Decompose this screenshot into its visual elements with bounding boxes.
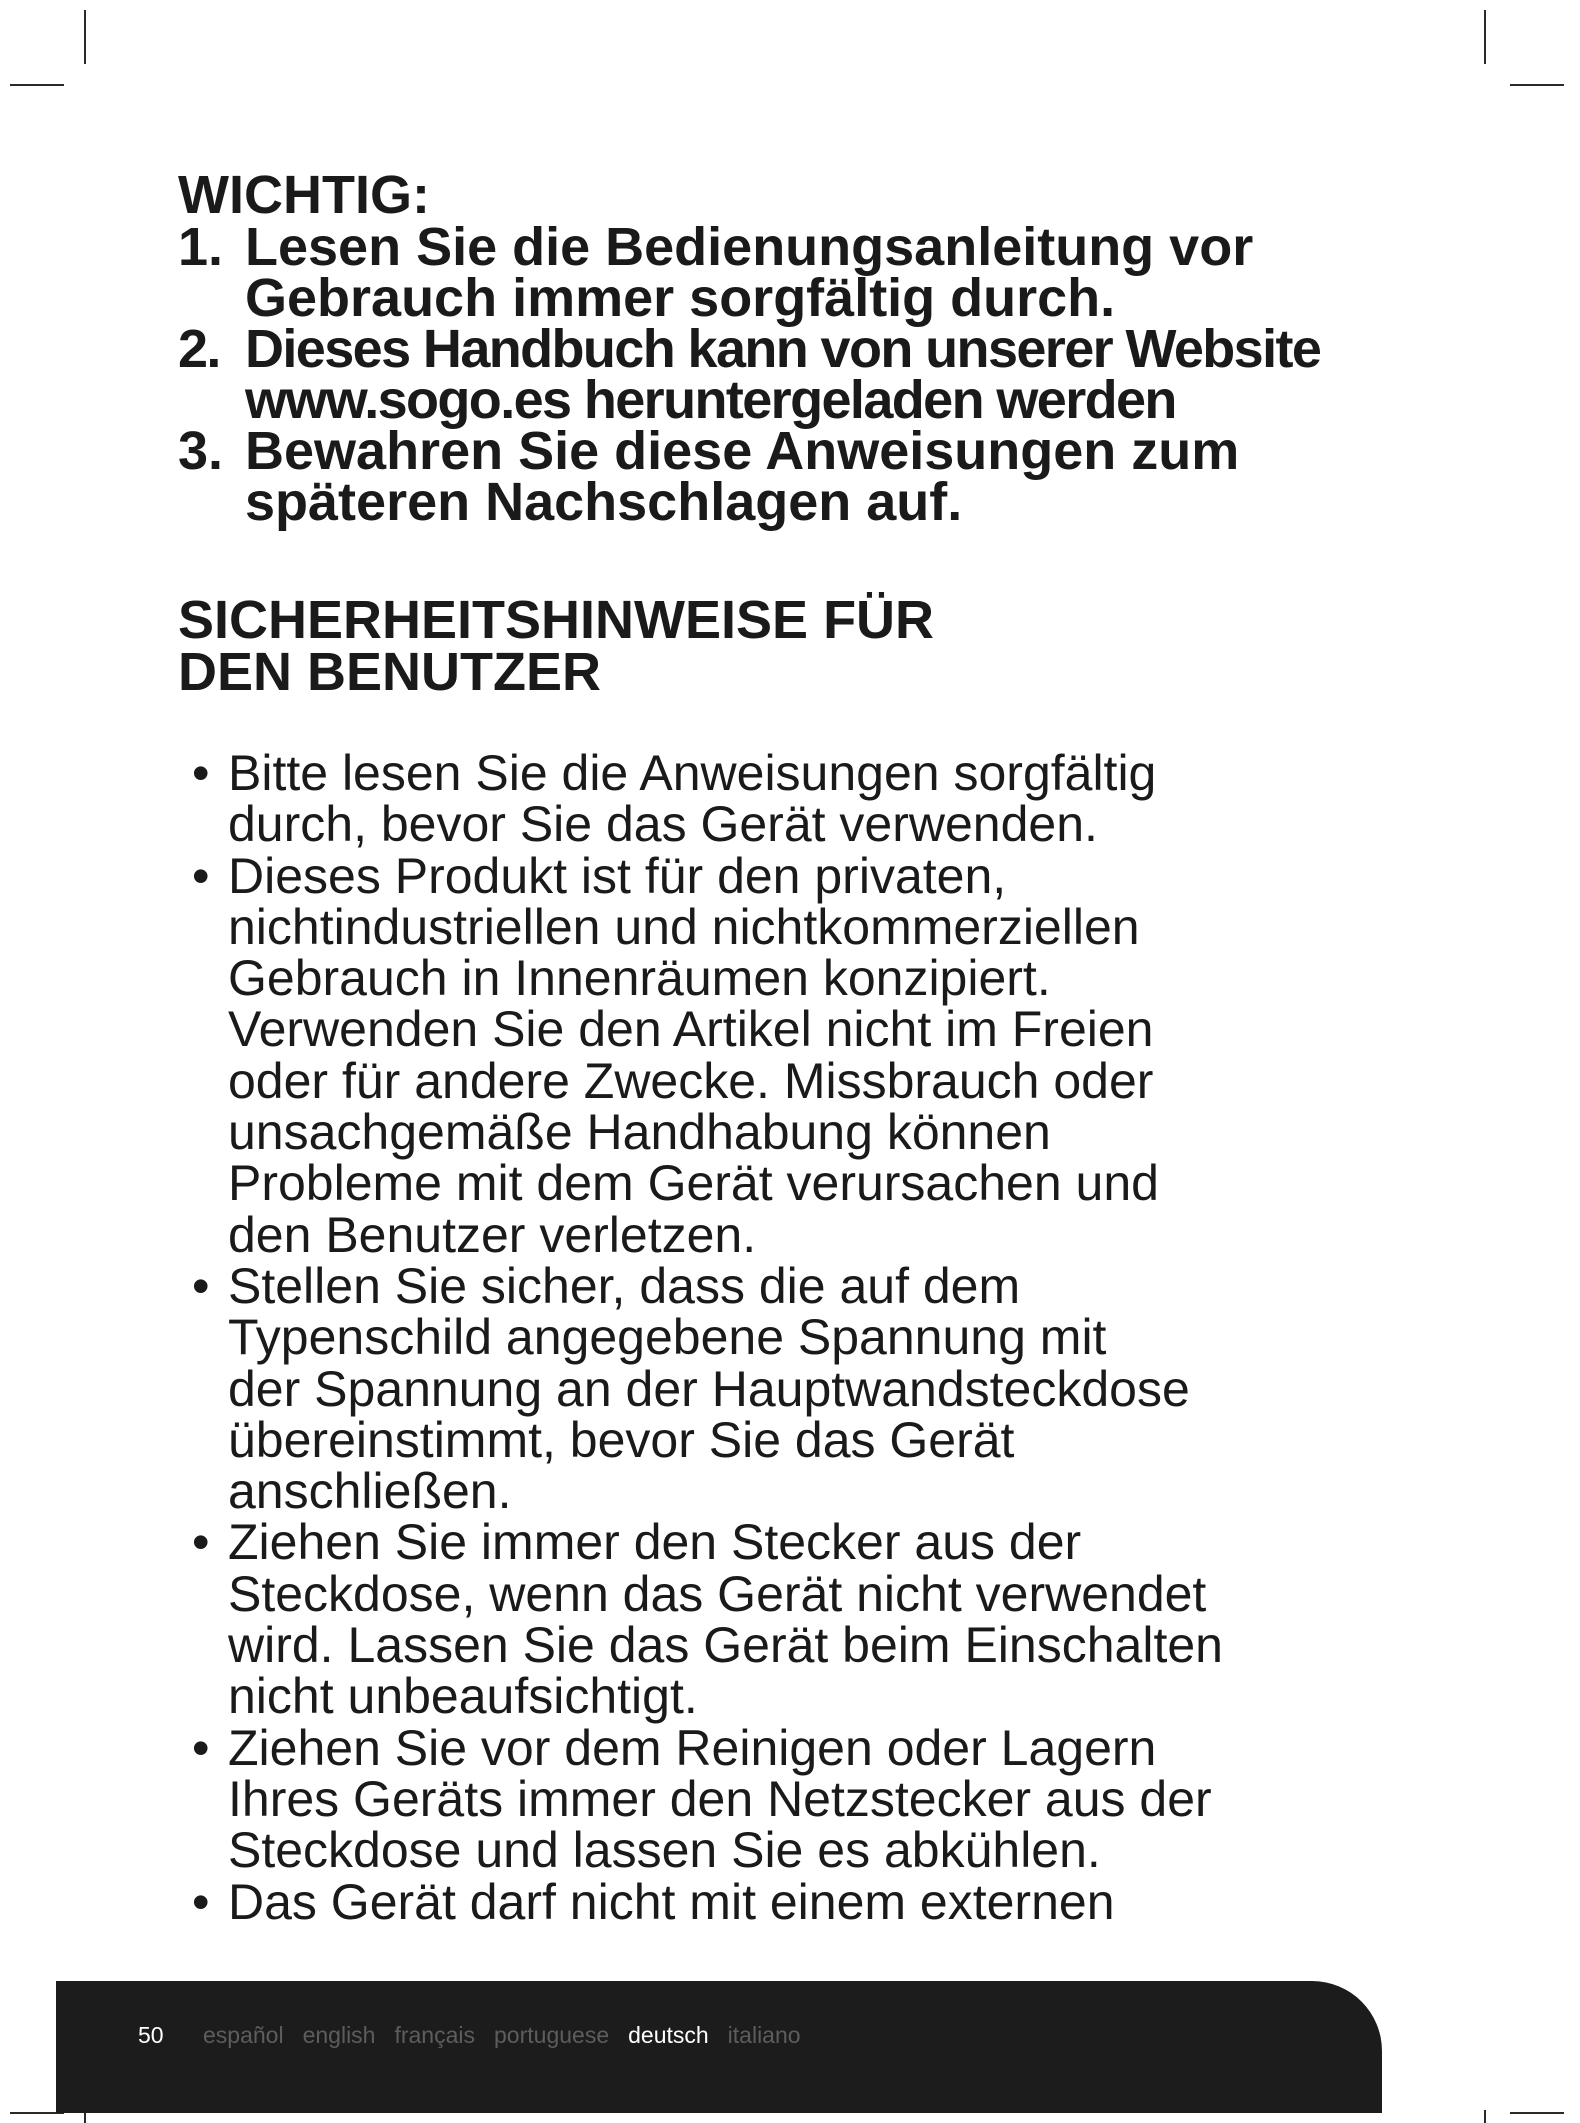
page-number: 50 [138, 2022, 164, 2048]
language-item-espanol: español [203, 2022, 284, 2048]
language-item-italiano: italiano [727, 2022, 801, 2048]
safety-list [178, 745, 1428, 1930]
important-item [178, 421, 1428, 532]
safety-item-text: Das Gerät darf nicht mit einem externen [228, 1873, 1115, 1930]
item-text: Dieses Handbuch kann von unserer Website www.sogo.es heruntergeladen werden [245, 319, 1321, 430]
bullet-icon: • [192, 745, 210, 801]
crop-mark-bottom-right-vertical [1484, 2110, 1486, 2123]
safety-item-text: Ziehen Sie vor dem Reinigen oder Lagern Ihres Geräts immer den Netzstecker aus der Steckdose und lassen Sie es abkühlen. [228, 1719, 1212, 1879]
safety-item-text: Ziehen Sie immer den Stecker aus der Steckdose, wenn das Gerät nicht verwendet wird. Lassen Sie das Gerät beim Einschalten nicht unbeaufsichtigt. [228, 1514, 1223, 1725]
safety-item [178, 1257, 1428, 1520]
crop-mark-top-right-vertical [1484, 10, 1486, 64]
item-number: 3. [178, 421, 224, 481]
safety-item [178, 1873, 1428, 1930]
safety-item-text: Bitte lesen Sie die Anweisungen sorgfältig durch, bevor Sie das Gerät verwenden. [228, 745, 1157, 853]
safety-item-text: Stellen Sie sicher, dass die auf dem Typenschild angegebene Spannung mit der Spannung an der Hauptwandsteckdose übereinstimmt, bevor Sie das Gerät anschließen. [228, 1257, 1190, 1520]
safety-item [178, 1514, 1428, 1725]
item-number: 2. [178, 319, 220, 379]
language-item-deutsch: deutsch [628, 2022, 709, 2048]
bullet-icon: • [192, 1514, 210, 1571]
important-list [178, 217, 1428, 532]
important-item [178, 217, 1428, 328]
item-text: Bewahren Sie diese Anweisungen zum späteren Nachschlagen auf. [245, 421, 1240, 532]
safety-item [178, 745, 1428, 853]
language-item-portuguese: portuguese [494, 2022, 610, 2048]
language-item-english: english [302, 2022, 376, 2048]
language-item-francais: français [394, 2022, 476, 2048]
crop-mark-top-right-horizontal [1510, 84, 1564, 86]
bullet-icon: • [192, 1257, 210, 1314]
bullet-icon: • [192, 1873, 210, 1930]
bullet-icon: • [192, 1719, 210, 1776]
safety-item [178, 1719, 1428, 1879]
crop-mark-top-left-horizontal [10, 84, 64, 86]
item-number: 1. [178, 217, 224, 277]
important-heading: WICHTIG: [178, 165, 430, 225]
page-content [178, 165, 1428, 1930]
item-text: Lesen Sie die Bedienungsanleitung vor Gebrauch immer sorgfältig durch. [245, 217, 1254, 328]
safety-heading: SICHERHEITSHINWEISE FÜR DEN BENUTZER [178, 590, 935, 702]
crop-mark-top-left-vertical [84, 10, 86, 64]
safety-item [178, 847, 1428, 1263]
important-item [178, 319, 1428, 430]
safety-item-text: Dieses Produkt ist für den privaten, nichtindustriellen und nichtkommerziellen Gebrauch in Innenräumen konzipiert. Verwenden Sie den Artikel nicht im Freien oder für andere Zwecke. Missbrauch oder unsachgemäße Handhabung können Probleme mit dem Gerät verursachen und den Benutzer verletzen. [228, 847, 1159, 1263]
language-nav [203, 2022, 801, 2049]
bullet-icon: • [192, 847, 210, 904]
crop-mark-bottom-right-horizontal [1510, 2112, 1564, 2114]
